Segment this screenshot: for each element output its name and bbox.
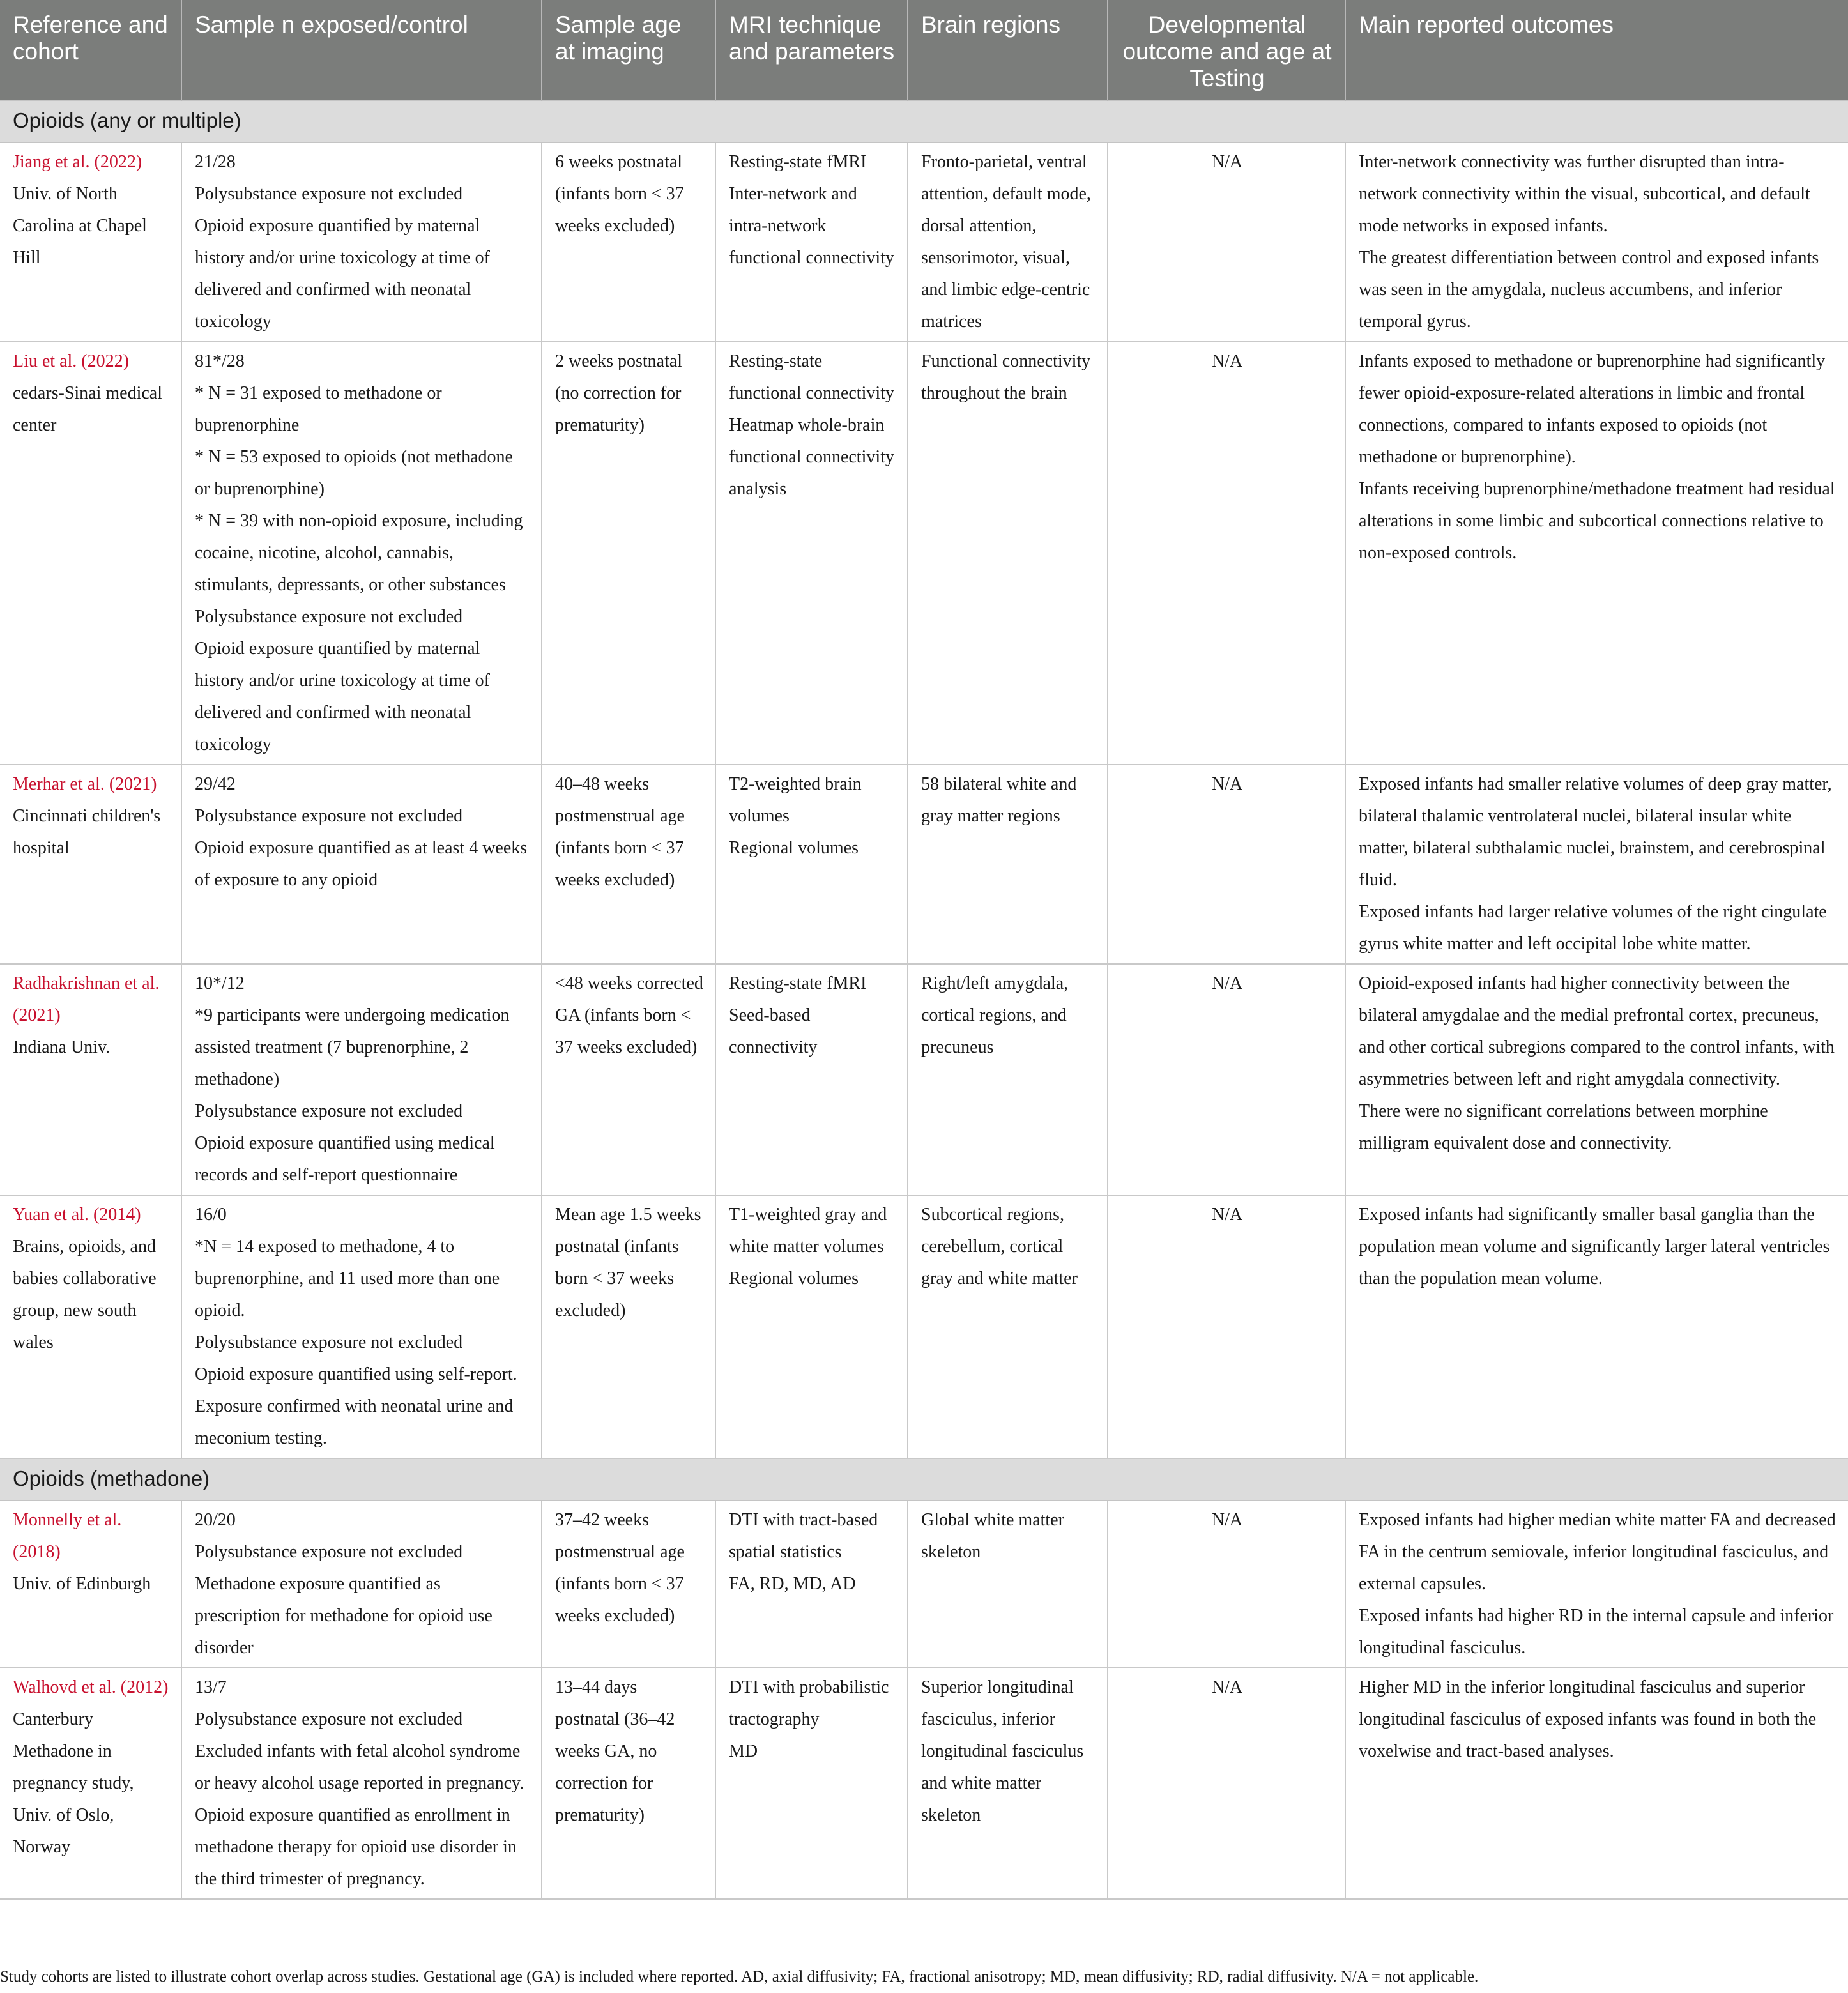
regions-cell: Global white matter skeleton bbox=[908, 1500, 1108, 1668]
cohort-text: cedars-Sinai medical center bbox=[13, 383, 163, 435]
table-row bbox=[0, 1500, 1848, 1668]
sample-line: 21/28 bbox=[195, 152, 236, 172]
sample-cell bbox=[181, 1500, 542, 1668]
regions-cell: 58 bilateral white and gray matter regions bbox=[908, 765, 1108, 964]
reference-cell bbox=[0, 1668, 181, 1899]
header-developmental: Developmental outcome and age at Testing bbox=[1108, 0, 1345, 100]
mri-line: Inter-network and intra-network functional connectivity bbox=[729, 184, 894, 268]
sample-line: 81*/28 bbox=[195, 351, 245, 371]
sample-line: Opioid exposure quantified by maternal history and/or urine toxicology at time of delivered and confirmed with neonatal toxicology bbox=[195, 639, 490, 754]
outcomes-cell bbox=[1345, 1195, 1848, 1458]
sample-line: Opioid exposure quantified using self-report. Exposure confirmed with neonatal urine and meconium testing. bbox=[195, 1364, 517, 1448]
developmental-cell: N/A bbox=[1108, 964, 1345, 1195]
reference-cell bbox=[0, 342, 181, 765]
age-cell: 40–48 weeks postmenstrual age (infants born < 37 weeks excluded) bbox=[542, 765, 715, 964]
table-row bbox=[0, 1668, 1848, 1899]
mri-line: T1-weighted gray and white matter volumes bbox=[729, 1205, 887, 1256]
sample-line: Excluded infants with fetal alcohol syndrome or heavy alcohol usage reported in pregnancy. bbox=[195, 1741, 524, 1793]
section-label: Opioids (any or multiple) bbox=[0, 100, 1848, 142]
reference-link[interactable]: Radhakrishnan et al. (2021) bbox=[13, 974, 160, 1025]
section-row bbox=[0, 1458, 1848, 1500]
header-mri: MRI technique and parameters bbox=[715, 0, 908, 100]
sample-line: Opioid exposure quantified using medical records and self-report questionnaire bbox=[195, 1133, 495, 1185]
mri-line: DTI with tract-based spatial statistics bbox=[729, 1510, 878, 1562]
regions-cell: Right/left amygdala, cortical regions, and precuneus bbox=[908, 964, 1108, 1195]
sample-cell bbox=[181, 765, 542, 964]
section-row bbox=[0, 100, 1848, 142]
sample-line: * N = 39 with non-opioid exposure, including cocaine, nicotine, alcohol, cannabis, stimulants, depressants, or other substances bbox=[195, 511, 523, 595]
table-header bbox=[0, 0, 1848, 100]
sample-line: Opioid exposure quantified as at least 4 weeks of exposure to any opioid bbox=[195, 838, 528, 890]
reference-cell bbox=[0, 1195, 181, 1458]
outcome-line: The greatest differentiation between control and exposed infants was seen in the amygdala, nucleus accumbens, and inferior temporal gyrus. bbox=[1359, 248, 1819, 332]
outcome-line: Exposed infants had higher RD in the internal capsule and inferior longitudinal fasciculus. bbox=[1359, 1606, 1834, 1658]
sample-line: Polysubstance exposure not excluded bbox=[195, 1709, 463, 1729]
sample-line: Polysubstance exposure not excluded bbox=[195, 184, 463, 204]
sample-line: 29/42 bbox=[195, 774, 236, 794]
mri-cell bbox=[715, 1668, 908, 1899]
cohort-text: Univ. of North Carolina at Chapel Hill bbox=[13, 184, 147, 268]
developmental-cell: N/A bbox=[1108, 1500, 1345, 1668]
header-outcomes: Main reported outcomes bbox=[1345, 0, 1848, 100]
developmental-cell: N/A bbox=[1108, 1195, 1345, 1458]
sample-line: 16/0 bbox=[195, 1205, 227, 1225]
reference-link[interactable]: Merhar et al. (2021) bbox=[13, 774, 157, 794]
outcome-line: Exposed infants had larger relative volumes of the right cingulate gyrus white matter and left occipital lobe white matter. bbox=[1359, 902, 1827, 954]
age-cell: 37–42 weeks postmenstrual age (infants born < 37 weeks excluded) bbox=[542, 1500, 715, 1668]
table-row bbox=[0, 342, 1848, 765]
mri-line: Regional volumes bbox=[729, 838, 859, 858]
sample-line: Opioid exposure quantified as enrollment in methadone therapy for opioid use disorder in the third trimester of pregnancy. bbox=[195, 1805, 517, 1889]
sample-line: *N = 14 exposed to methadone, 4 to buprenorphine, and 11 used more than one opioid. bbox=[195, 1237, 500, 1320]
sample-line: 20/20 bbox=[195, 1510, 236, 1530]
section-label: Opioids (methadone) bbox=[0, 1458, 1848, 1500]
table-footnote: Study cohorts are listed to illustrate cohort overlap across studies. Gestational age (GA) is included where reported. AD, axial diffusivity; FA, fractional anisotropy; MD, mean diffusivity; RD, radial diffusivity. N/A = not applicable. bbox=[0, 1968, 1479, 1985]
reference-cell bbox=[0, 964, 181, 1195]
header-regions: Brain regions bbox=[908, 0, 1108, 100]
outcome-line: Infants exposed to methadone or buprenorphine had significantly fewer opioid-exposure-related alterations in limbic and frontal connections, compared to infants exposed to opioids (not methadone or buprenorphine). bbox=[1359, 351, 1826, 467]
mri-cell bbox=[715, 765, 908, 964]
cohort-text: Brains, opioids, and babies collaborative group, new south wales bbox=[13, 1237, 157, 1352]
sample-cell bbox=[181, 1195, 542, 1458]
sample-line: Polysubstance exposure not excluded bbox=[195, 1332, 463, 1352]
outcomes-cell bbox=[1345, 1668, 1848, 1899]
sample-line: Polysubstance exposure not excluded bbox=[195, 1542, 463, 1562]
sample-cell bbox=[181, 964, 542, 1195]
mri-line: MD bbox=[729, 1741, 758, 1761]
regions-cell: Subcortical regions, cerebellum, cortical gray and white matter bbox=[908, 1195, 1108, 1458]
mri-cell bbox=[715, 142, 908, 342]
sample-line: Polysubstance exposure not excluded bbox=[195, 806, 463, 826]
outcome-line: Higher MD in the inferior longitudinal fasciculus and superior longitudinal fasciculus of exposed infants was found in both the voxelwise and tract-based analyses. bbox=[1359, 1677, 1817, 1761]
cohort-text: Indiana Univ. bbox=[13, 1037, 111, 1057]
regions-cell: Functional connectivity throughout the brain bbox=[908, 342, 1108, 765]
sample-line: * N = 53 exposed to opioids (not methadone or buprenorphine) bbox=[195, 447, 513, 499]
age-cell: <48 weeks corrected GA (infants born < 37 weeks excluded) bbox=[542, 964, 715, 1195]
header-sample: Sample n exposed/control bbox=[181, 0, 542, 100]
outcome-line: Exposed infants had higher median white matter FA and decreased FA in the centrum semiovale, inferior longitudinal fasciculus, and external capsules. bbox=[1359, 1510, 1836, 1594]
sample-line: *9 participants were undergoing medication assisted treatment (7 buprenorphine, 2 methadone) bbox=[195, 1005, 510, 1089]
developmental-cell: N/A bbox=[1108, 1668, 1345, 1899]
age-cell: 13–44 days postnatal (36–42 weeks GA, no correction for prematurity) bbox=[542, 1668, 715, 1899]
mri-cell bbox=[715, 342, 908, 765]
sample-line: * N = 31 exposed to methadone or buprenorphine bbox=[195, 383, 442, 435]
table-row bbox=[0, 964, 1848, 1195]
reference-cell bbox=[0, 1500, 181, 1668]
developmental-cell: N/A bbox=[1108, 342, 1345, 765]
outcome-line: Infants receiving buprenorphine/methadone treatment had residual alterations in some limbic and subcortical connections relative to non-exposed controls. bbox=[1359, 479, 1835, 563]
developmental-cell: N/A bbox=[1108, 142, 1345, 342]
reference-link[interactable]: Liu et al. (2022) bbox=[13, 351, 129, 371]
header-age: Sample age at imaging bbox=[542, 0, 715, 100]
outcomes-cell bbox=[1345, 342, 1848, 765]
mri-cell bbox=[715, 964, 908, 1195]
table-row bbox=[0, 1195, 1848, 1458]
mri-line: Heatmap whole-brain functional connectivity analysis bbox=[729, 415, 894, 499]
sample-line: 13/7 bbox=[195, 1677, 227, 1697]
reference-cell bbox=[0, 765, 181, 964]
outcomes-cell bbox=[1345, 142, 1848, 342]
mri-cell bbox=[715, 1500, 908, 1668]
outcome-line: There were no significant correlations between morphine milligram equivalent dose and connectivity. bbox=[1359, 1101, 1768, 1153]
sample-line: Polysubstance exposure not excluded bbox=[195, 607, 463, 627]
table-row bbox=[0, 765, 1848, 964]
sample-line: 10*/12 bbox=[195, 974, 245, 993]
outcome-line: Exposed infants had significantly smaller basal ganglia than the population mean volume and significantly larger lateral ventricles than the population mean volume. bbox=[1359, 1205, 1830, 1288]
outcome-line: Exposed infants had smaller relative volumes of deep gray matter, bilateral thalamic ventrolateral nuclei, bilateral insular white matter, bilateral subthalamic nuclei, brainstem, and cerebrospinal fluid. bbox=[1359, 774, 1832, 890]
mri-line: Resting-state fMRI bbox=[729, 974, 867, 993]
mri-line: DTI with probabilistic tractography bbox=[729, 1677, 889, 1729]
outcome-line: Inter-network connectivity was further disrupted than intra-network connectivity within the visual, subcortical, and default mode networks in exposed infants. bbox=[1359, 152, 1810, 236]
mri-cell bbox=[715, 1195, 908, 1458]
age-cell: Mean age 1.5 weeks postnatal (infants born < 37 weeks excluded) bbox=[542, 1195, 715, 1458]
sample-line: Methadone exposure quantified as prescription for methadone for opioid use disorder bbox=[195, 1574, 493, 1658]
mri-line: FA, RD, MD, AD bbox=[729, 1574, 856, 1594]
outcomes-cell bbox=[1345, 765, 1848, 964]
cohort-text: Cincinnati children's hospital bbox=[13, 806, 161, 858]
sample-line: Opioid exposure quantified by maternal history and/or urine toxicology at time of delivered and confirmed with neonatal toxicology bbox=[195, 216, 490, 332]
regions-cell: Fronto-parietal, ventral attention, default mode, dorsal attention, sensorimotor, visual, and limbic edge-centric matrices bbox=[908, 142, 1108, 342]
header-reference: Reference and cohort bbox=[0, 0, 181, 100]
sample-cell bbox=[181, 1668, 542, 1899]
mri-line: Resting-state functional connectivity bbox=[729, 351, 894, 403]
outcome-line: Opioid-exposed infants had higher connectivity between the bilateral amygdalae and the medial prefrontal cortex, precuneus, and other cortical subregions compared to the control infants, with asymmetries between left and right amygdala connectivity. bbox=[1359, 974, 1835, 1089]
mri-line: T2-weighted brain volumes bbox=[729, 774, 862, 826]
outcomes-cell bbox=[1345, 964, 1848, 1195]
mri-line: Regional volumes bbox=[729, 1269, 859, 1288]
developmental-cell: N/A bbox=[1108, 765, 1345, 964]
reference-link[interactable]: Yuan et al. (2014) bbox=[13, 1205, 141, 1225]
reference-cell bbox=[0, 142, 181, 342]
table-row bbox=[0, 142, 1848, 342]
cohort-text: Univ. of Edinburgh bbox=[13, 1574, 151, 1594]
sample-line: Polysubstance exposure not excluded bbox=[195, 1101, 463, 1121]
reference-link[interactable]: Jiang et al. (2022) bbox=[13, 152, 142, 172]
age-cell: 6 weeks postnatal (infants born < 37 weeks excluded) bbox=[542, 142, 715, 342]
cohort-text: Canterbury Methadone in pregnancy study, Univ. of Oslo, Norway bbox=[13, 1709, 134, 1857]
age-cell: 2 weeks postnatal (no correction for prematurity) bbox=[542, 342, 715, 765]
sample-cell bbox=[181, 342, 542, 765]
outcomes-cell bbox=[1345, 1500, 1848, 1668]
sample-cell bbox=[181, 142, 542, 342]
mri-line: Seed-based connectivity bbox=[729, 1005, 818, 1057]
mri-line: Resting-state fMRI bbox=[729, 152, 867, 172]
reference-link[interactable]: Walhovd et al. (2012) bbox=[13, 1677, 169, 1697]
regions-cell: Superior longitudinal fasciculus, inferior longitudinal fasciculus and white matter skeleton bbox=[908, 1668, 1108, 1899]
reference-link[interactable]: Monnelly et al. (2018) bbox=[13, 1510, 122, 1562]
